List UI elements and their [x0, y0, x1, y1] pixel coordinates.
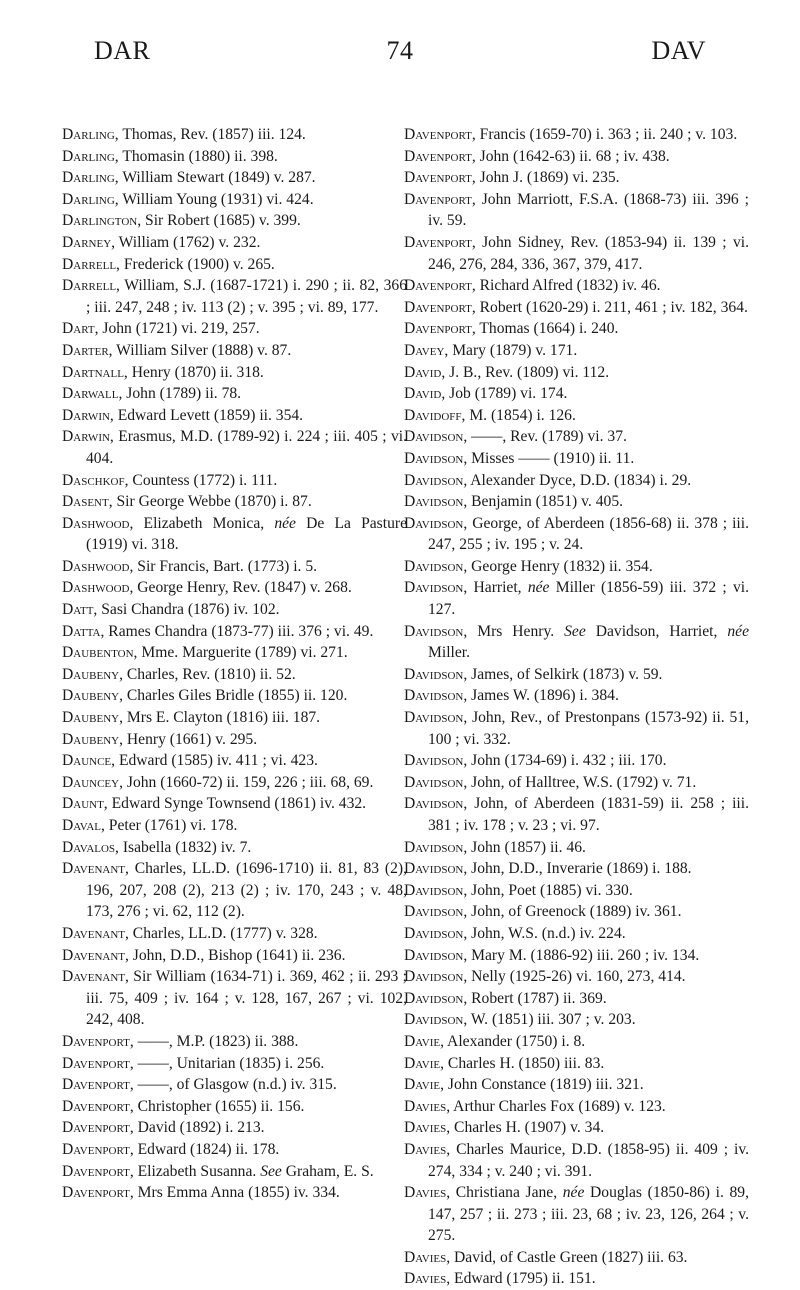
entry-surname: Davie,: [404, 1076, 445, 1094]
entry-surname: Davies,: [404, 1184, 451, 1202]
entry-text: Thomasin (1880) ii. 398.: [118, 147, 278, 165]
entry-surname: Dart,: [62, 320, 99, 338]
index-entry: [404, 1053, 749, 1075]
entry-surname: Davenant,: [62, 924, 129, 942]
entry-text: James, of Selkirk (1873) v. 59.: [467, 665, 663, 683]
entry-surname: Darling,: [62, 190, 119, 208]
index-entry: [62, 642, 407, 664]
index-entry: [404, 1009, 749, 1031]
index-entry: [404, 189, 749, 232]
index-entry: [404, 146, 749, 168]
index-entry: [404, 577, 749, 620]
index-entry: [62, 793, 407, 815]
entry-surname: Davidson,: [404, 881, 468, 899]
entry-text: Robert (1620-29) i. 211, 461 ; iv. 182, 364.: [475, 298, 748, 316]
index-entry: [62, 837, 407, 859]
entry-text: Charles, Rev. (1810) ii. 52.: [123, 665, 296, 683]
entry-text: See: [564, 622, 586, 640]
entry-text: Davidson, Harriet,: [585, 622, 728, 640]
index-entry: [62, 1139, 407, 1161]
entry-surname: Davidson,: [404, 1011, 468, 1029]
entry-surname: Davidson,: [404, 924, 468, 942]
index-entry: [62, 664, 407, 686]
entry-text: Edward Synge Townsend (1861) iv. 432.: [107, 795, 367, 813]
entry-surname: Davies,: [404, 1140, 451, 1158]
index-entry: [62, 426, 407, 469]
index-entry: [404, 1074, 749, 1096]
entry-text: John (1660-72) ii. 159, 226 ; iii. 68, 69.: [123, 773, 374, 791]
entry-surname: Davenport,: [62, 1140, 134, 1158]
entry-surname: Davidson,: [404, 989, 468, 1007]
entry-surname: Davenport,: [62, 1097, 134, 1115]
entry-text: John Marriott, F.S.A. (1868-73) iii. 396 ; iv. 59.: [428, 190, 749, 230]
page-header: [62, 36, 738, 72]
entry-surname: Davidson,: [404, 449, 468, 467]
entry-surname: Davenport,: [404, 169, 476, 187]
index-entry: [62, 966, 407, 1031]
index-entry: [62, 340, 407, 362]
entry-surname: Davidson,: [404, 968, 468, 986]
entry-surname: Daunt,: [62, 795, 108, 813]
index-entry: [62, 362, 407, 384]
entry-surname: Dashwood,: [62, 579, 134, 597]
entry-text: John (1734-69) i. 432 ; iii. 170.: [467, 752, 667, 770]
entry-text: Thomas (1664) i. 240.: [475, 320, 619, 338]
entry-surname: Davenant,: [62, 946, 129, 964]
entry-text: John, Rev., of Prestonpans (1573-92) ii. 51, 100 ; vi. 332.: [428, 709, 749, 748]
index-entry: [62, 405, 407, 427]
entry-text: John J. (1869) vi. 235.: [475, 169, 620, 187]
index-entry: [404, 275, 749, 297]
entry-surname: Davidson,: [404, 838, 468, 856]
index-entry: [404, 297, 749, 319]
index-entry: [62, 318, 407, 340]
entry-surname: Davidson,: [404, 493, 468, 511]
entry-text: Benjamin (1851) v. 405.: [467, 493, 624, 511]
entry-surname: Davenport,: [404, 320, 476, 338]
entry-surname: Datta,: [62, 622, 105, 640]
entry-surname: Davidson,: [404, 773, 468, 791]
entry-text: ——, Rev. (1789) vi. 37.: [467, 428, 627, 446]
right-column: [404, 124, 749, 1290]
entry-text: Isabella (1832) iv. 7.: [118, 838, 252, 856]
entry-surname: David,: [404, 385, 446, 403]
entry-text: Charles, LL.D. (1696-1710) ii. 81, 83 (2), 196, 207, 208 (2), 213 (2) ; iv. 170, 243 ; v. 48, 173, 276 ; vi. 62, 112 (2).: [86, 860, 407, 921]
entry-text: John (1642-63) ii. 68 ; iv. 438.: [475, 147, 670, 165]
index-entry: [62, 621, 407, 643]
index-entry: [404, 858, 749, 880]
entry-text: John, of Aberdeen (1831-59) ii. 258 ; iii. 381 ; iv. 178 ; v. 23 ; vi. 97.: [428, 795, 749, 834]
entry-surname: Davidson,: [404, 795, 468, 813]
entry-text: Sir George Webbe (1870) i. 87.: [112, 493, 312, 511]
index-entry: [404, 664, 749, 686]
entry-surname: Davidson,: [404, 514, 468, 532]
entry-surname: Davalos,: [62, 838, 119, 856]
index-entry: [62, 383, 407, 405]
entry-text: Miller.: [428, 644, 471, 662]
entry-surname: Daubeny,: [62, 730, 123, 748]
entry-text: Sasi Chandra (1876) iv. 102.: [97, 601, 280, 619]
entry-text: John (1857) ii. 46.: [467, 838, 586, 856]
entry-text: Misses —— (1910) ii. 11.: [467, 449, 635, 467]
index-entry: [404, 491, 749, 513]
index-entry: [404, 556, 749, 578]
entry-text: Countess (1772) i. 111.: [128, 471, 278, 489]
index-entry: [62, 146, 407, 168]
entry-text: Douglas (1850-86) i. 89, 147, 257 ; ii. 273 ; iii. 23, 68 ; iv. 23, 126, 264 ; v. 275.: [428, 1184, 749, 1245]
entry-text: Elizabeth Monica,: [133, 514, 275, 532]
entry-surname: Davidson,: [404, 428, 468, 446]
entry-surname: Darter,: [62, 341, 113, 359]
index-entry: [62, 556, 407, 578]
entry-text: John, D.D., Bishop (1641) ii. 236.: [128, 946, 346, 964]
index-entry: [404, 405, 749, 427]
left-column: [62, 124, 407, 1204]
entry-text: Mary M. (1886-92) iii. 260 ; iv. 134.: [467, 946, 700, 964]
entry-surname: Davenant,: [62, 860, 129, 878]
index-entry: [404, 318, 749, 340]
entry-text: John, D.D., Inverarie (1869) i. 188.: [467, 860, 692, 878]
index-entry: [62, 815, 407, 837]
entry-surname: Darney,: [62, 233, 116, 251]
entry-text: Graham, E. S.: [281, 1162, 374, 1180]
entry-text: John (1721) vi. 219, 257.: [98, 320, 260, 338]
entry-surname: Davenport,: [404, 233, 476, 251]
entry-surname: Davey,: [404, 341, 449, 359]
entry-text: Richard Alfred (1832) iv. 46.: [475, 277, 661, 295]
entry-text: Rames Chandra (1873-77) iii. 376 ; vi. 49.: [104, 622, 374, 640]
entry-text: Edward (1795) ii. 151.: [450, 1270, 596, 1288]
entry-text: Sir Robert (1685) v. 399.: [141, 212, 301, 230]
entry-text: ——, Unitarian (1835) i. 256.: [133, 1054, 325, 1072]
entry-surname: Davenport,: [404, 298, 476, 316]
index-entry: [62, 167, 407, 189]
index-entry: [404, 167, 749, 189]
entry-surname: Davenport,: [62, 1162, 134, 1180]
entry-surname: Davie,: [404, 1054, 445, 1072]
entry-text: George, of Aberdeen (1856-68) ii. 378 ; iii. 247, 255 ; iv. 195 ; v. 24.: [428, 514, 749, 554]
entry-surname: Davenport,: [62, 1184, 134, 1202]
entry-surname: Daubeny,: [62, 665, 123, 683]
entry-surname: Dashwood,: [62, 557, 134, 575]
index-entry: [62, 685, 407, 707]
entry-surname: Davidson,: [404, 903, 468, 921]
entry-text: See: [260, 1162, 282, 1180]
entry-surname: Darrell,: [62, 255, 120, 273]
entry-surname: Davenport,: [62, 1032, 134, 1050]
entry-surname: Darwall,: [62, 385, 123, 403]
index-entry: [404, 988, 749, 1010]
entry-text: W. (1851) iii. 307 ; v. 203.: [467, 1011, 636, 1029]
entry-surname: Davidson,: [404, 946, 468, 964]
index-entry: [404, 362, 749, 384]
entry-surname: Davenport,: [404, 190, 476, 208]
index-entry: [62, 945, 407, 967]
entry-text: John Constance (1819) iii. 321.: [444, 1076, 644, 1094]
entry-surname: Daval,: [62, 817, 105, 834]
entry-text: Edward Levett (1859) ii. 354.: [113, 406, 304, 424]
entry-surname: Davies,: [404, 1270, 451, 1288]
entry-text: John (1789) ii. 78.: [122, 385, 242, 403]
index-entry: [404, 1182, 749, 1247]
entry-surname: Davenport,: [404, 147, 476, 165]
entry-surname: Dasent,: [62, 493, 113, 511]
entry-surname: Davies,: [404, 1119, 451, 1137]
index-entry: [404, 1096, 749, 1118]
header-right-guide-word: DAV: [651, 36, 706, 65]
index-entry: [62, 750, 407, 772]
index-entry: [404, 470, 749, 492]
entry-surname: Davidoff,: [404, 406, 466, 424]
entry-surname: Dauncey,: [62, 773, 123, 791]
entry-text: Peter (1761) vi. 178.: [104, 817, 238, 834]
entry-text: Miller (1856-59) iii. 372 ; vi. 127.: [428, 579, 749, 619]
entry-surname: Davenport,: [62, 1119, 134, 1137]
entry-surname: Datt,: [62, 601, 98, 619]
entry-surname: Davenport,: [404, 126, 476, 143]
entry-surname: Davidson,: [404, 471, 468, 489]
index-entry: [404, 426, 749, 448]
entry-text: Mrs E. Clayton (1816) iii. 187.: [123, 709, 321, 727]
index-entry: [62, 1031, 407, 1053]
entry-surname: Dashwood,: [62, 514, 134, 532]
entry-text: Harriet,: [467, 579, 528, 597]
entry-text: Mrs Henry.: [467, 622, 565, 640]
index-entry: [62, 707, 407, 729]
index-entry: [62, 491, 407, 513]
index-entry: [62, 729, 407, 751]
entry-text: Christiana Jane,: [450, 1184, 563, 1202]
entry-text: David, of Castle Green (1827) iii. 63.: [450, 1248, 688, 1266]
entry-text: Nelly (1925-26) vi. 160, 273, 414.: [467, 968, 686, 986]
index-entry: [404, 1117, 749, 1139]
entry-text: Elizabeth Susanna.: [133, 1162, 261, 1180]
entry-surname: Darlington,: [62, 212, 142, 230]
entry-surname: Davidson,: [404, 752, 468, 770]
entry-surname: Davidson,: [404, 665, 468, 683]
index-entry: [62, 1074, 407, 1096]
entry-text: George Henry, Rev. (1847) v. 268.: [133, 579, 352, 597]
entry-text: ——, of Glasgow (n.d.) iv. 315.: [133, 1076, 337, 1094]
index-entry: [62, 254, 407, 276]
index-entry: [62, 275, 407, 318]
entry-text: née: [527, 579, 550, 597]
index-entry: [404, 1031, 749, 1053]
entry-text: Henry (1661) v. 295.: [123, 730, 258, 748]
index-entry: [62, 1096, 407, 1118]
entry-text: Mary (1879) v. 171.: [448, 341, 578, 359]
index-entry: [404, 448, 749, 470]
entry-text: Alexander (1750) i. 8.: [444, 1032, 586, 1050]
index-entry: [404, 966, 749, 988]
entry-text: John, W.S. (n.d.) iv. 224.: [467, 924, 626, 942]
index-entry: [62, 858, 407, 923]
index-entry: [62, 923, 407, 945]
entry-text: John, of Greenock (1889) iv. 361.: [467, 903, 682, 921]
entry-surname: Daubeny,: [62, 709, 123, 727]
entry-text: Mme. Marguerite (1789) vi. 271.: [137, 644, 348, 662]
index-entry: [62, 1053, 407, 1075]
entry-surname: Davies,: [404, 1248, 451, 1266]
index-entry: [62, 1161, 407, 1183]
index-entry: [404, 923, 749, 945]
entry-text: James W. (1896) i. 384.: [467, 687, 619, 705]
index-entry: [404, 685, 749, 707]
entry-surname: Davenport,: [404, 277, 476, 295]
entry-text: M. (1854) i. 126.: [465, 406, 576, 424]
index-entry: [404, 793, 749, 836]
entry-surname: Darling,: [62, 147, 119, 165]
entry-text: Edward (1824) ii. 178.: [133, 1140, 280, 1158]
index-entry: [404, 880, 749, 902]
entry-surname: Darling,: [62, 126, 119, 143]
index-entry: [62, 189, 407, 211]
index-entry: [404, 901, 749, 923]
entry-surname: Daubenton,: [62, 644, 138, 662]
entry-surname: Darwin,: [62, 406, 114, 424]
index-entry: [62, 772, 407, 794]
page-number: 74: [386, 36, 414, 65]
entry-surname: Davidson,: [404, 622, 468, 640]
entry-surname: Davidson,: [404, 579, 468, 597]
entry-text: Charles Maurice, D.D. (1858-95) ii. 409 ; iv. 274, 334 ; v. 240 ; vi. 391.: [428, 1140, 749, 1180]
index-entry: [404, 707, 749, 750]
index-entry: [404, 513, 749, 556]
index-entry: [404, 1268, 749, 1290]
index-entry: [62, 470, 407, 492]
entry-surname: Davenport,: [62, 1076, 134, 1094]
index-entry: [404, 1247, 749, 1269]
entry-surname: Davenant,: [62, 968, 129, 986]
entry-surname: Davidson,: [404, 860, 468, 878]
index-entry: [404, 945, 749, 967]
entry-text: Charles H. (1850) iii. 83.: [444, 1054, 605, 1072]
entry-surname: Davenport,: [62, 1054, 134, 1072]
entry-text: William, S.J. (1687-1721) i. 290 ; ii. 82, 366 ; iii. 247, 248 ; iv. 113 (2) ; v. 395 ; vi. 89, 177.: [86, 277, 407, 316]
entry-text: Robert (1787) ii. 369.: [467, 989, 607, 1007]
entry-surname: Davie,: [404, 1032, 445, 1050]
entry-surname: Darwin,: [62, 428, 114, 446]
entry-text: Charles, LL.D. (1777) v. 328.: [128, 924, 318, 942]
entry-surname: Davidson,: [404, 709, 468, 727]
entry-surname: Daschkof,: [62, 471, 129, 489]
entry-surname: David,: [404, 363, 446, 381]
entry-text: William Young (1931) vi. 424.: [118, 190, 314, 208]
entry-surname: Davidson,: [404, 557, 468, 575]
entry-text: Henry (1870) ii. 318.: [127, 363, 264, 381]
entry-text: Sir Francis, Bart. (1773) i. 5.: [133, 557, 318, 575]
index-entry: [62, 124, 407, 146]
index-entry: [404, 621, 749, 664]
entry-text: George Henry (1832) ii. 354.: [467, 557, 653, 575]
index-entry: [404, 750, 749, 772]
entry-text: J. B., Rev. (1809) vi. 112.: [445, 363, 610, 381]
index-entry: [404, 383, 749, 405]
entry-text: Alexander Dyce, D.D. (1834) i. 29.: [467, 471, 692, 489]
index-entry: [62, 1117, 407, 1139]
index-entry: [62, 232, 407, 254]
entry-text: ——, M.P. (1823) ii. 388.: [133, 1032, 299, 1050]
entry-surname: Darrell,: [62, 277, 120, 295]
index-entry: [62, 599, 407, 621]
entry-text: Erasmus, M.D. (1789-92) i. 224 ; iii. 405 ; vi. 404.: [86, 428, 407, 467]
entry-text: Thomas, Rev. (1857) iii. 124.: [118, 126, 306, 143]
index-entry: [62, 1182, 407, 1204]
entry-text: John Sidney, Rev. (1853-94) ii. 139 ; vi. 246, 276, 284, 336, 367, 379, 417.: [428, 233, 749, 273]
index-entry: [62, 210, 407, 232]
entry-text: Mrs Emma Anna (1855) iv. 334.: [133, 1184, 340, 1202]
index-entry: [62, 513, 407, 556]
header-left-guide-word: DAR: [94, 36, 151, 65]
entry-text: Francis (1659-70) i. 363 ; ii. 240 ; v. 103.: [475, 126, 738, 143]
index-entry: [404, 772, 749, 794]
entry-text: Christopher (1655) ii. 156.: [133, 1097, 305, 1115]
entry-text: née: [274, 514, 296, 532]
entry-text: William Silver (1888) v. 87.: [112, 341, 292, 359]
index-entry: [404, 124, 749, 146]
entry-text: née: [727, 622, 749, 640]
index-entry: [404, 340, 749, 362]
entry-text: John, of Halltree, W.S. (1792) v. 71.: [467, 773, 697, 791]
entry-text: William (1762) v. 232.: [115, 233, 261, 251]
entry-text: John, Poet (1885) vi. 330.: [467, 881, 633, 899]
index-entry: [404, 232, 749, 275]
entry-surname: Davies,: [404, 1097, 451, 1115]
entry-text: Frederick (1900) v. 265.: [119, 255, 275, 273]
index-entry: [62, 577, 407, 599]
entry-text: Sir William (1634-71) i. 369, 462 ; ii. 293 ; iii. 75, 409 ; iv. 164 ; v. 128, 167, 267 ; vi. 102, 242, 408.: [86, 968, 407, 1029]
entry-surname: Dartnall,: [62, 363, 128, 381]
entry-text: William Stewart (1849) v. 287.: [118, 169, 316, 187]
index-entry: [404, 1139, 749, 1182]
entry-text: Edward (1585) iv. 411 ; vi. 423.: [115, 752, 318, 770]
entry-surname: Daubeny,: [62, 687, 123, 705]
index-entry: [404, 837, 749, 859]
entry-surname: Daunce,: [62, 752, 116, 770]
entry-text: Job (1789) vi. 174.: [445, 385, 568, 403]
entry-text: Charles Giles Bridle (1855) ii. 120.: [123, 687, 348, 705]
entry-text: Arthur Charles Fox (1689) v. 123.: [450, 1097, 666, 1115]
entry-text: David (1892) i. 213.: [133, 1119, 265, 1137]
entry-surname: Darling,: [62, 169, 119, 187]
entry-text: née: [562, 1184, 585, 1202]
entry-text: Charles H. (1907) v. 34.: [450, 1119, 605, 1137]
entry-surname: Davidson,: [404, 687, 468, 705]
entry-text: De La Pasture (1919) vi. 318.: [86, 514, 407, 554]
